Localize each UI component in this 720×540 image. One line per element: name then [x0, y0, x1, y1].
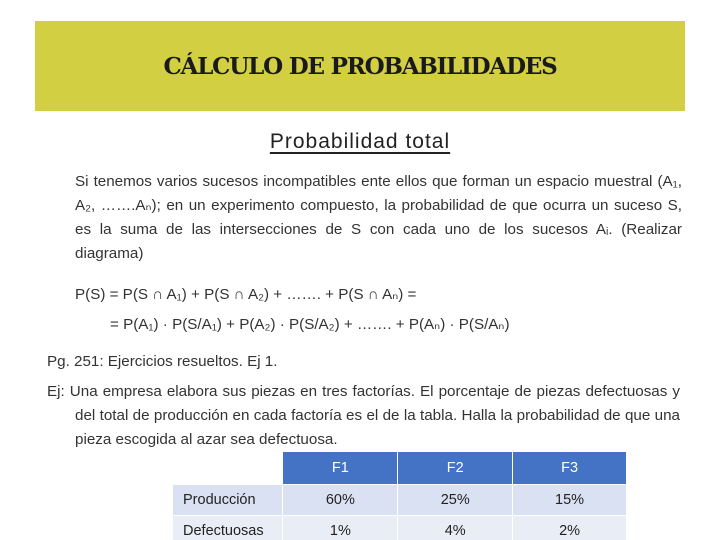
title-banner	[35, 21, 685, 111]
table-cell: 1%	[283, 515, 398, 540]
table-header-f2: F2	[398, 452, 513, 484]
definition-paragraph: Si tenemos varios sucesos incompatibles ente ellos que forman un espacio muestral (A₁, A₂, …….Aₙ); en un experimento compuesto, la probabilidad de que ocurra un suceso S, es la suma de las intersecciones de S con cada uno de los sucesos Aᵢ. (Realizar diagrama)	[75, 173, 682, 262]
table-row	[173, 484, 627, 515]
data-table	[173, 452, 627, 540]
table-header-f1: F1	[283, 452, 398, 484]
table-cell: 4%	[398, 515, 513, 540]
table-cell: 2%	[513, 515, 627, 540]
table-cell: 15%	[513, 484, 627, 515]
row-label: Defectuosas	[173, 515, 283, 540]
example-text: Ej: Una empresa elabora sus piezas en tres factorías. El porcentaje de piezas defectuosas y del total de producción en cada factoría es el de la tabla. Halla la probabilidad de que una pieza escogida al azar sea defectuosa.	[47, 383, 680, 448]
section-heading-text: Probabilidad total	[269, 130, 451, 153]
table-row	[173, 515, 627, 540]
section-heading	[0, 130, 720, 154]
table-header-row	[173, 452, 627, 484]
formula-line-2: = P(A₁) · P(S/A₁) + P(A₂) · P(S/A₂) + ……. + P(Aₙ) · P(S/Aₙ)	[110, 316, 510, 333]
exercise-reference: Pg. 251: Ejercicios resueltos. Ej 1.	[47, 353, 278, 370]
table-header-f3: F3	[513, 452, 627, 484]
table-corner-cell	[173, 452, 283, 484]
formula-line-1: P(S) = P(S ∩ A₁) + P(S ∩ A₂) + ……. + P(S ∩ Aₙ) =	[75, 286, 417, 303]
row-label: Producción	[173, 484, 283, 515]
table-cell: 60%	[283, 484, 398, 515]
table-cell: 25%	[398, 484, 513, 515]
slide-title: CÁLCULO DE PROBABILIDADES	[163, 52, 557, 80]
